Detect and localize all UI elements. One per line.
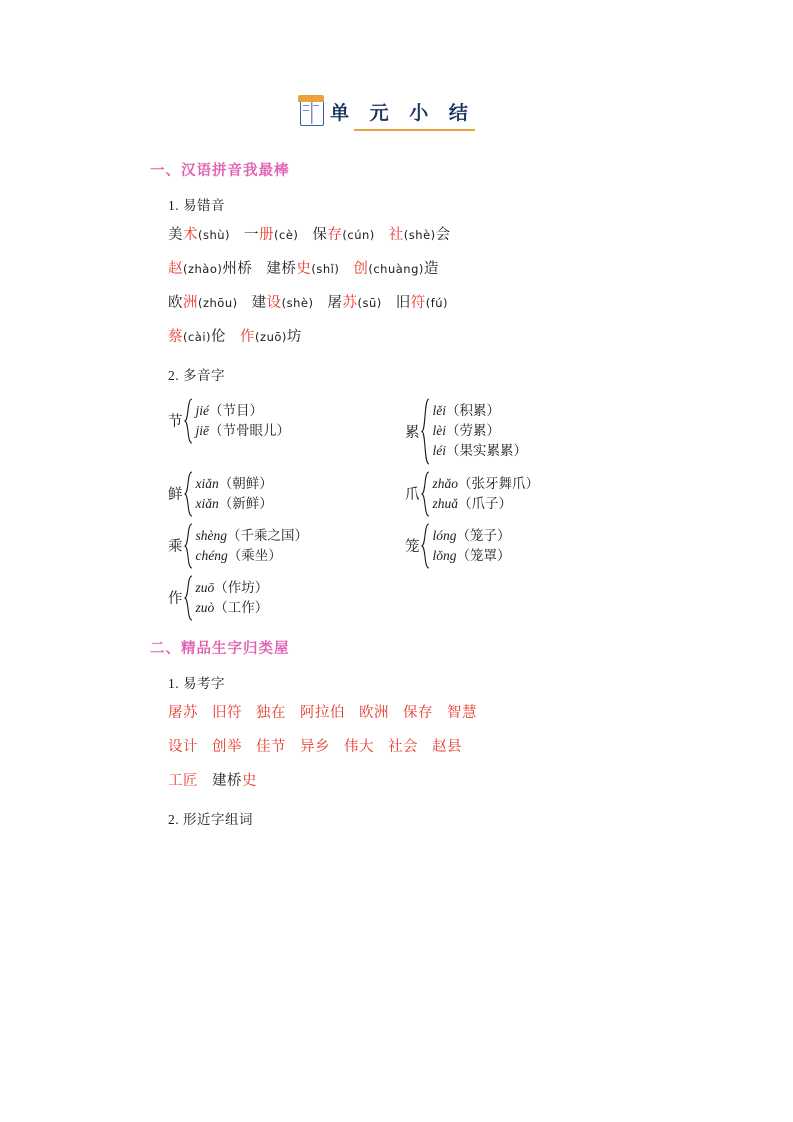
polyphone-row [168,398,643,465]
polyphone-row [168,471,643,517]
polyphone-entry [168,398,383,444]
polyphone-reading [196,598,269,618]
pinyin: xiǎn [195,495,219,511]
pinyin: lèi [432,423,446,439]
pinyin: shèng [195,527,227,543]
polyphone-readings [431,526,511,567]
pinyin: léi [432,443,446,459]
example-word: （笼罩） [456,547,511,563]
pinyin: lǒng [432,547,457,563]
polyphone-readings [431,401,528,462]
example-word: （作坊） [214,579,269,595]
polyphone-reading [433,421,528,441]
example-word: （朝鲜） [218,475,273,491]
polyphone-char: 累 [405,424,420,441]
brace-icon [184,398,194,444]
subsection-label-2-2: 2. 形近字组词 [168,811,253,827]
example-word: （张牙舞爪） [458,475,540,491]
polyphone-char: 乘 [168,539,183,556]
polyphone-readings [194,401,291,442]
polyphone-reading [196,578,269,598]
example-word: （积累） [446,402,500,418]
wrong-pron-line: 蔡(cài)伦 作(zuō)坊 [168,328,302,345]
page-title [140,95,633,129]
polyphone-reading [196,546,309,566]
brace-icon [184,471,194,517]
wrong-pron-line: 美术(shù) 一册(cè) 保存(cún) 社(shè)会 [168,227,451,243]
polyphone-reading [433,474,540,494]
polyphone-row [168,575,643,621]
pinyin: zhǎo [432,475,459,491]
page-title-text: 单 元 小 结 [330,101,475,124]
test-word-line: 工匠 建桥史 [168,772,257,789]
polyphone-readings [194,474,273,515]
pinyin: lóng [432,527,457,543]
common-test-words-list [150,706,643,790]
example-word: （工作） [214,599,269,615]
example-word: （节目） [209,402,263,418]
polyphone-reading [196,474,273,494]
polyphone-reading [433,546,511,566]
polyphone-char: 爪 [405,487,420,504]
brace-icon [184,575,194,621]
pinyin: zuò [195,599,215,615]
polyphone-entry [405,471,539,517]
polyphone-reading [196,421,291,441]
pinyin: chéng [195,547,228,563]
polyphone-reading [196,494,273,514]
polyphone-reading [196,526,309,546]
example-word: （爪子） [458,495,513,511]
wrong-pron-line: 欧洲(zhōu) 建设(shè) 屠苏(sū) 旧符(fú) [168,294,449,311]
wrong-pronunciation-list [150,228,643,346]
polyphone-entry [168,523,383,569]
brace-icon [184,523,194,569]
polyphone-reading [433,494,540,514]
polyphone-readings [194,526,309,567]
polyphone-area [150,398,643,621]
section-heading-1: 一、汉语拼音我最棒 [150,163,290,179]
polyphone-entry [405,523,511,569]
polyphone-char: 作 [168,591,183,608]
polyphone-entry [405,398,527,465]
pinyin: zuō [195,579,215,595]
example-word: （新鲜） [218,495,273,511]
pinyin: zhuǎ [432,495,459,511]
example-word: （果实累累） [446,443,527,459]
polyphone-row [168,523,643,569]
example-word: （节骨眼儿） [209,422,290,438]
test-word-line: 设计 创举 佳节 异乡 伟大 社会 赵县 [168,738,462,755]
polyphone-reading [433,401,528,421]
brace-icon [421,398,431,465]
polyphone-reading [433,526,511,546]
title-underline [354,129,475,131]
book-icon [298,95,324,129]
subsection-label-1-1: 1. 易错音 [168,198,225,213]
polyphone-reading [196,401,291,421]
polyphone-char: 节 [168,414,183,431]
polyphone-entry [168,575,383,621]
example-word: （笼子） [456,527,511,543]
polyphone-reading [433,441,528,461]
polyphone-entry [168,471,383,517]
pinyin: xiǎn [195,475,219,491]
brace-icon [421,471,431,517]
pinyin: jiē [195,422,209,438]
brace-icon [421,523,431,569]
polyphone-char: 笼 [405,539,420,556]
section-heading-2: 二、精品生字归类屋 [150,640,290,657]
example-word: （劳累） [446,423,500,439]
subsection-label-2-1: 1. 易考字 [168,675,225,691]
subsection-label-1-2: 2. 多音字 [168,367,225,383]
example-word: （千乘之国） [227,527,308,543]
example-word: （乘坐） [227,547,282,563]
test-word-line: 屠苏 旧符 独在 阿拉伯 欧洲 保存 智慧 [168,704,477,721]
polyphone-char: 鲜 [168,487,183,504]
pinyin: lěi [432,402,446,418]
polyphone-readings [431,474,540,515]
pinyin: jié [195,402,209,418]
polyphone-readings [194,578,269,619]
wrong-pron-line: 赵(zhào)州桥 建桥史(shǐ) 创(chuàng)造 [168,260,439,277]
